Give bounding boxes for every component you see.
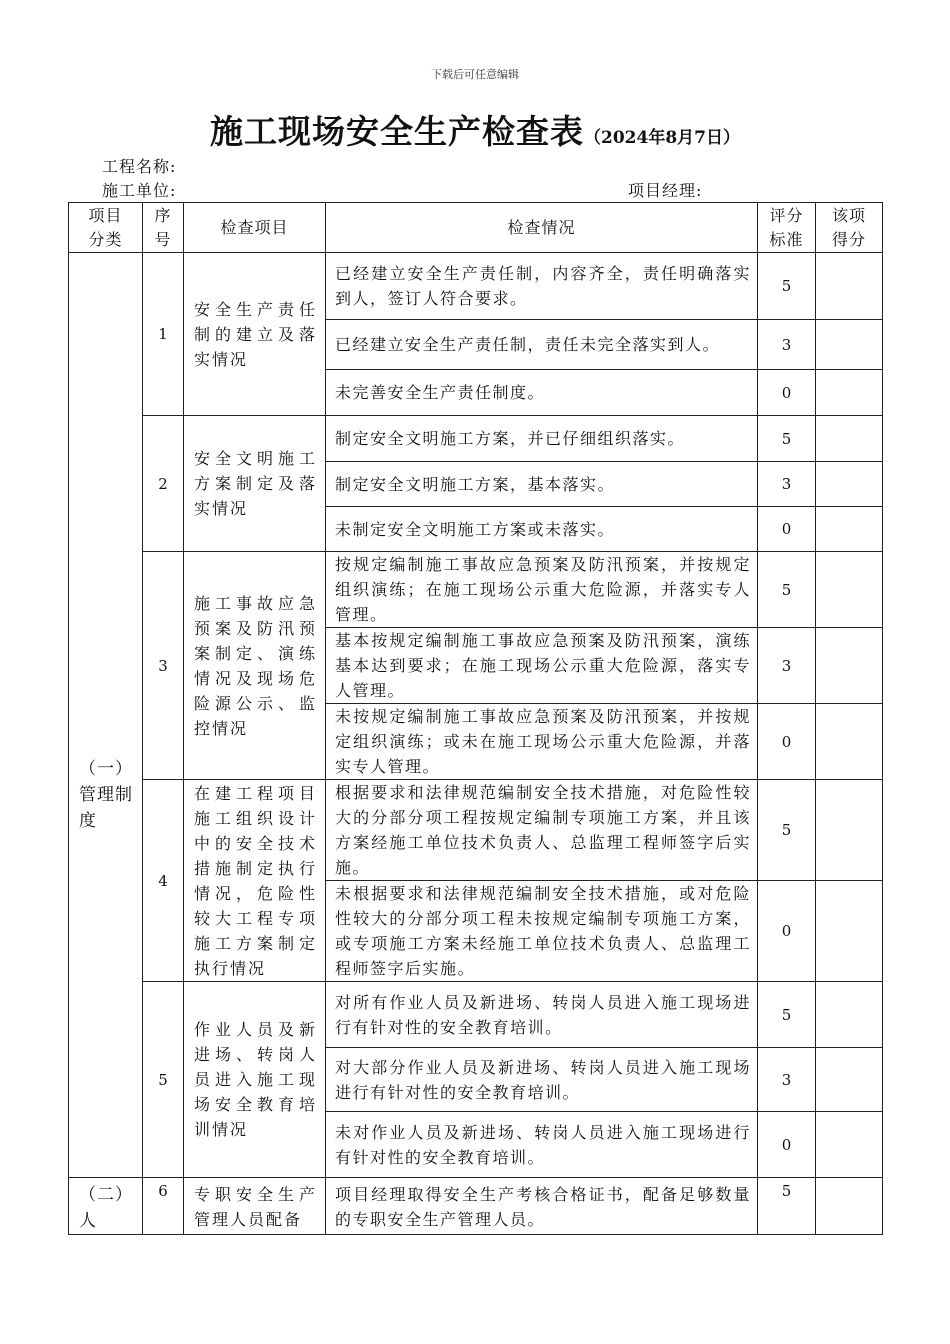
condition-cell: 未制定安全文明施工方案或未落实。: [326, 507, 758, 552]
item-cell: 作业人员及新进场、转岗人员进入施工现场安全教育培训情况: [184, 982, 326, 1178]
watermark-text: 下载后可任意编辑: [431, 68, 519, 81]
standard-cell: 5: [758, 253, 816, 320]
table-row: [69, 253, 883, 320]
category-cell: （二）人: [69, 1178, 143, 1235]
standard-cell: 3: [758, 320, 816, 370]
item-cell: 安全文明施工方案制定及落实情况: [184, 416, 326, 552]
table-row: [69, 552, 883, 628]
item-cell: 施工事故应急预案及防汛预案制定、演练情况及现场危险源公示、监控情况: [184, 552, 326, 780]
standard-cell: 0: [758, 704, 816, 780]
standard-cell: 3: [758, 628, 816, 704]
score-input-cell[interactable]: [816, 253, 883, 320]
condition-cell: 未对作业人员及新进场、转岗人员进入施工现场进行有针对性的安全教育培训。: [326, 1112, 758, 1178]
condition-cell: 项目经理取得安全生产考核合格证书，配备足够数量的专职安全生产管理人员。: [326, 1178, 758, 1235]
score-input-cell[interactable]: [816, 462, 883, 507]
table-row: [69, 982, 883, 1048]
table-row: [69, 416, 883, 462]
score-input-cell[interactable]: [816, 704, 883, 780]
standard-cell: 0: [758, 507, 816, 552]
condition-cell: 制定安全文明施工方案，基本落实。: [326, 462, 758, 507]
condition-cell: 对大部分作业人员及新进场、转岗人员进入施工现场进行有针对性的安全教育培训。: [326, 1048, 758, 1112]
category-cell: （一）管理制度: [69, 253, 143, 1178]
standard-cell: 5: [758, 552, 816, 628]
score-input-cell[interactable]: [816, 552, 883, 628]
standard-cell: 0: [758, 370, 816, 416]
standard-cell: 3: [758, 1048, 816, 1112]
condition-cell: 未完善安全生产责任制度。: [326, 370, 758, 416]
condition-cell: 未根据要求和法律规范编制安全技术措施，或对危险性较大的分部分项工程未按规定编制专项施工方案，或专项施工方案未经施工单位技术负责人、总监理工程师签字后实施。: [326, 881, 758, 982]
header-score: 该项得分: [816, 203, 883, 253]
seq-cell: 2: [143, 416, 184, 552]
score-input-cell[interactable]: [816, 982, 883, 1048]
header-standard: 评分标准: [758, 203, 816, 253]
score-input-cell[interactable]: [816, 780, 883, 881]
standard-cell: 0: [758, 1112, 816, 1178]
score-input-cell[interactable]: [816, 370, 883, 416]
standard-cell: 5: [758, 780, 816, 881]
item-cell: 在建工程项目施工组织设计中的安全技术措施制定执行情况，危险性较大工程专项施工方案制定执行情况: [184, 780, 326, 982]
score-input-cell[interactable]: [816, 1178, 883, 1235]
seq-cell: 3: [143, 552, 184, 780]
seq-cell: 1: [143, 253, 184, 416]
standard-cell: 5: [758, 416, 816, 462]
score-input-cell[interactable]: [816, 320, 883, 370]
seq-cell: 6: [143, 1178, 184, 1235]
page-title: [0, 106, 950, 153]
condition-cell: 未按规定编制施工事故应急预案及防汛预案，并按规定组织演练；或未在施工现场公示重大危险源，并落实专人管理。: [326, 704, 758, 780]
seq-cell: 4: [143, 780, 184, 982]
item-cell: 专职安全生产管理人员配备: [184, 1178, 326, 1235]
score-input-cell[interactable]: [816, 1048, 883, 1112]
table-row: [69, 1178, 883, 1235]
project-manager-label: 项目经理:: [628, 181, 703, 200]
header-seq: 序号: [143, 203, 184, 253]
condition-cell: 制定安全文明施工方案，并已仔细组织落实。: [326, 416, 758, 462]
title-main: 施工现场安全生产检查表: [210, 112, 584, 151]
condition-cell: 已经建立安全生产责任制，内容齐全，责任明确落实到人，签订人符合要求。: [326, 253, 758, 320]
header-row: [69, 203, 883, 253]
condition-cell: 已经建立安全生产责任制，责任未完全落实到人。: [326, 320, 758, 370]
inspection-table: [68, 202, 883, 1235]
project-name-label: 工程名称:: [102, 157, 177, 176]
item-cell: 安全生产责任制的建立及落实情况: [184, 253, 326, 416]
title-date: （2024年8月7日）: [584, 128, 740, 148]
score-input-cell[interactable]: [816, 416, 883, 462]
header-condition: 检查情况: [326, 203, 758, 253]
score-input-cell[interactable]: [816, 881, 883, 982]
score-input-cell[interactable]: [816, 1112, 883, 1178]
condition-cell: 对所有作业人员及新进场、转岗人员进入施工现场进行有针对性的安全教育培训。: [326, 982, 758, 1048]
standard-cell: 0: [758, 881, 816, 982]
standard-cell: 5: [758, 982, 816, 1048]
standard-cell: 5: [758, 1178, 816, 1235]
seq-cell: 5: [143, 982, 184, 1178]
condition-cell: 按规定编制施工事故应急预案及防汛预案，并按规定组织演练；在施工现场公示重大危险源，并落实专人管理。: [326, 552, 758, 628]
header-category: 项目分类: [69, 203, 143, 253]
table-row: [69, 780, 883, 881]
score-input-cell[interactable]: [816, 507, 883, 552]
condition-cell: 基本按规定编制施工事故应急预案及防汛预案，演练基本达到要求；在施工现场公示重大危险源，落实专人管理。: [326, 628, 758, 704]
score-input-cell[interactable]: [816, 628, 883, 704]
header-item: 检查项目: [184, 203, 326, 253]
construction-unit-label: 施工单位:: [102, 181, 177, 200]
condition-cell: 根据要求和法律规范编制安全技术措施，对危险性较大的分部分项工程按规定编制专项施工方案，并且该方案经施工单位技术负责人、总监理工程师签字后实施。: [326, 780, 758, 881]
standard-cell: 3: [758, 462, 816, 507]
